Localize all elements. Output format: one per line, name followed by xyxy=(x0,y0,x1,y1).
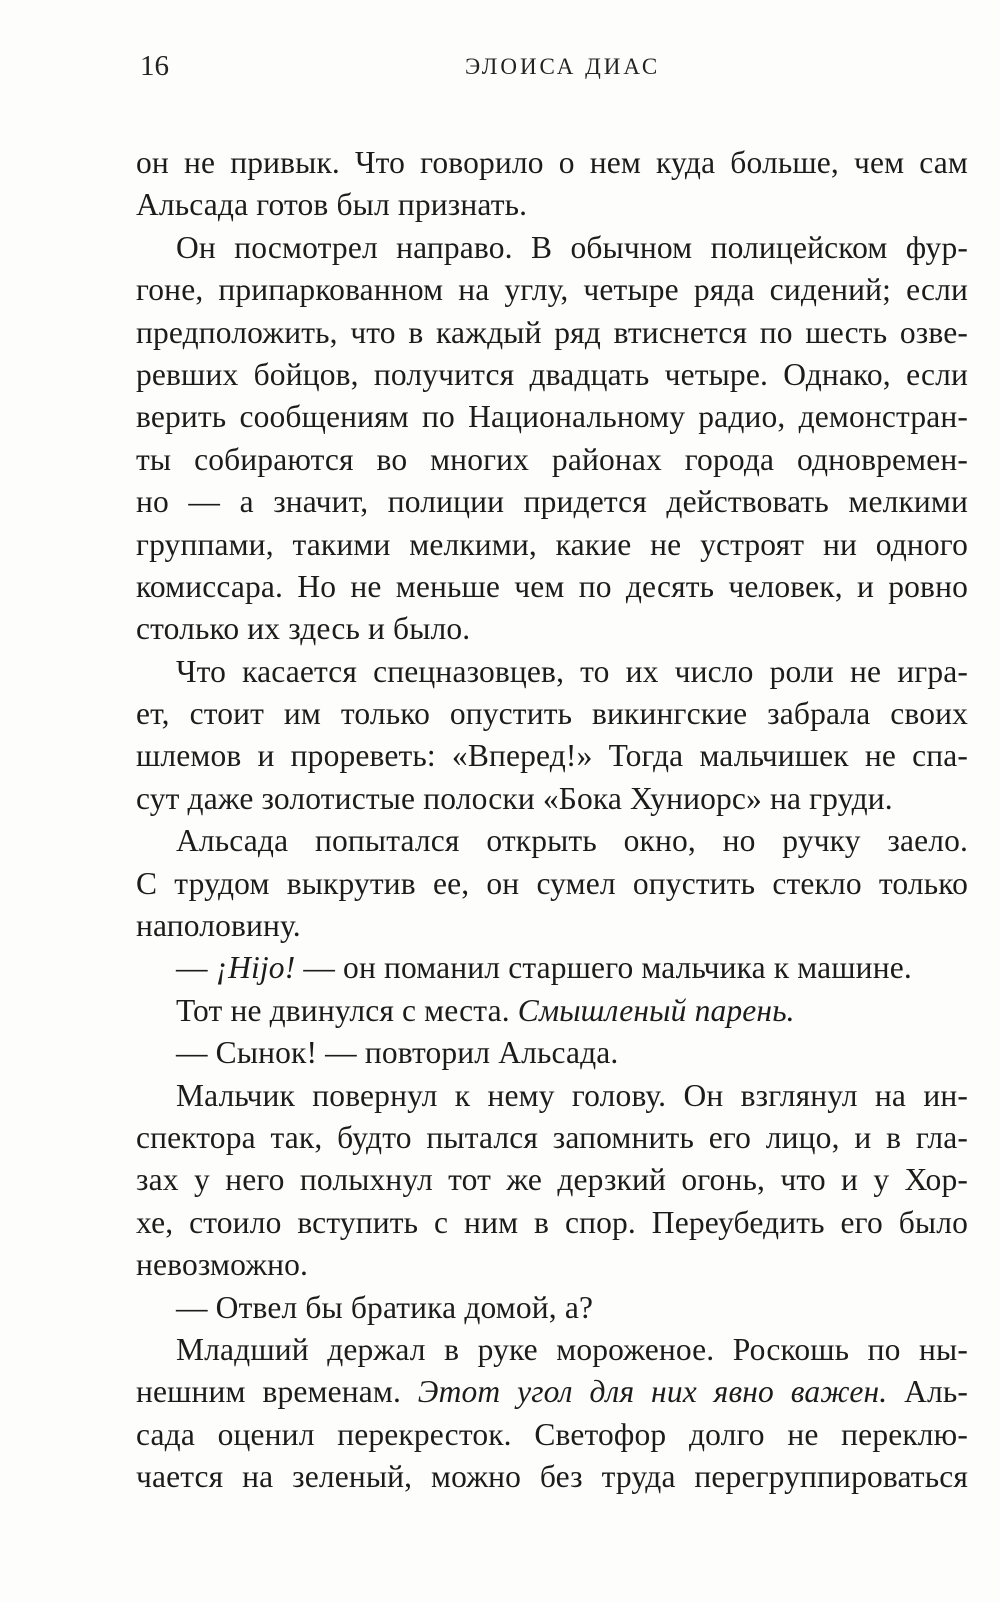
text-line: хе, стоило вступить с ним в спор. Переубедить его было xyxy=(136,1204,968,1240)
text-line: Что касается спецназовцев, то их число роли не игра- xyxy=(176,653,968,689)
text-line xyxy=(136,1371,968,1413)
text-line: ревших бойцов, получится двадцать четыре. Однако, если xyxy=(136,356,968,392)
dialogue-dash: — xyxy=(176,950,216,986)
text-run: — он поманил старшего мальчика к машине. xyxy=(295,950,912,986)
text-line: сада оценил перекресток. Светофор долго не переклю- xyxy=(136,1416,968,1452)
text-line: невозможно. xyxy=(136,1247,309,1283)
text-line: гоне, припаркованном на углу, четыре ряда сидений; если xyxy=(136,272,968,308)
italic-phrase: ¡Hijo! xyxy=(215,950,296,986)
text-line: наполовину. xyxy=(136,908,301,944)
text-line: Альсада попытался открыть окно, но ручку заело. xyxy=(176,823,968,859)
text-line: шлемов и прореветь: «Вперед!» Тогда мальчишек не спа- xyxy=(136,738,968,774)
text-line: он не привык. Что говорило о нем куда больше, чем сам xyxy=(136,145,968,180)
text-line: столько их здесь и было. xyxy=(136,611,471,647)
body-text xyxy=(136,142,968,1499)
running-head-author: ЭЛОИСА ДИАС xyxy=(465,54,661,79)
text-line: верить сообщениям по Национальному радио, демонстран- xyxy=(136,399,968,435)
italic-phrase: Смышленый парень. xyxy=(517,992,795,1028)
text-line: — Сынок! — повторил Альсада. xyxy=(176,1035,619,1071)
text-line: чается на зеленый, можно без труда перегруппироваться xyxy=(136,1459,968,1495)
text-line: С трудом выкрутив ее, он сумел опустить стекло только xyxy=(136,865,968,901)
text-run: нешним временам. xyxy=(136,1374,418,1410)
text-line: группами, такими мелкими, какие не устроят ни одного xyxy=(136,526,968,562)
text-line: Он посмотрел направо. В обычном полицейском фур- xyxy=(176,229,968,265)
text-line: комиссара. Но не меньше чем по десять человек, и ровно xyxy=(136,568,968,604)
text-line xyxy=(136,990,968,1032)
text-line: Альсада готов был признать. xyxy=(136,187,528,223)
text-line: — Отвел бы братика домой, а? xyxy=(176,1289,594,1325)
italic-phrase: Этот угол для них явно важен. xyxy=(417,1374,888,1410)
text-line: зах у него полыхнул тот же дерзкий огонь, что и у Хор- xyxy=(136,1162,968,1198)
running-head xyxy=(140,50,968,90)
text-line: предположить, что в каждый ряд втиснется по шесть озве- xyxy=(136,314,968,350)
page-number: 16 xyxy=(140,50,169,82)
text-run: Аль- xyxy=(887,1374,969,1410)
text-line xyxy=(136,947,968,989)
text-line: но — а значит, полиции придется действовать мелкими xyxy=(136,484,968,520)
text-line: сут даже золотистые полоски «Бока Хуниорс» на груди. xyxy=(136,780,893,816)
text-line: ет, стоит им только опустить викингские забрала своих xyxy=(136,696,968,732)
text-line: Мальчик повернул к нему голову. Он взглянул на ин- xyxy=(176,1077,968,1113)
text-run: Тот не двинулся с места. xyxy=(176,992,518,1028)
text-line: ты собираются во многих районах города одновремен- xyxy=(136,441,968,477)
text-line: Младший держал в руке мороженое. Роскошь по ны- xyxy=(176,1331,968,1367)
text-line: спектора так, будто пытался запомнить его лицо, и в гла- xyxy=(136,1119,968,1155)
